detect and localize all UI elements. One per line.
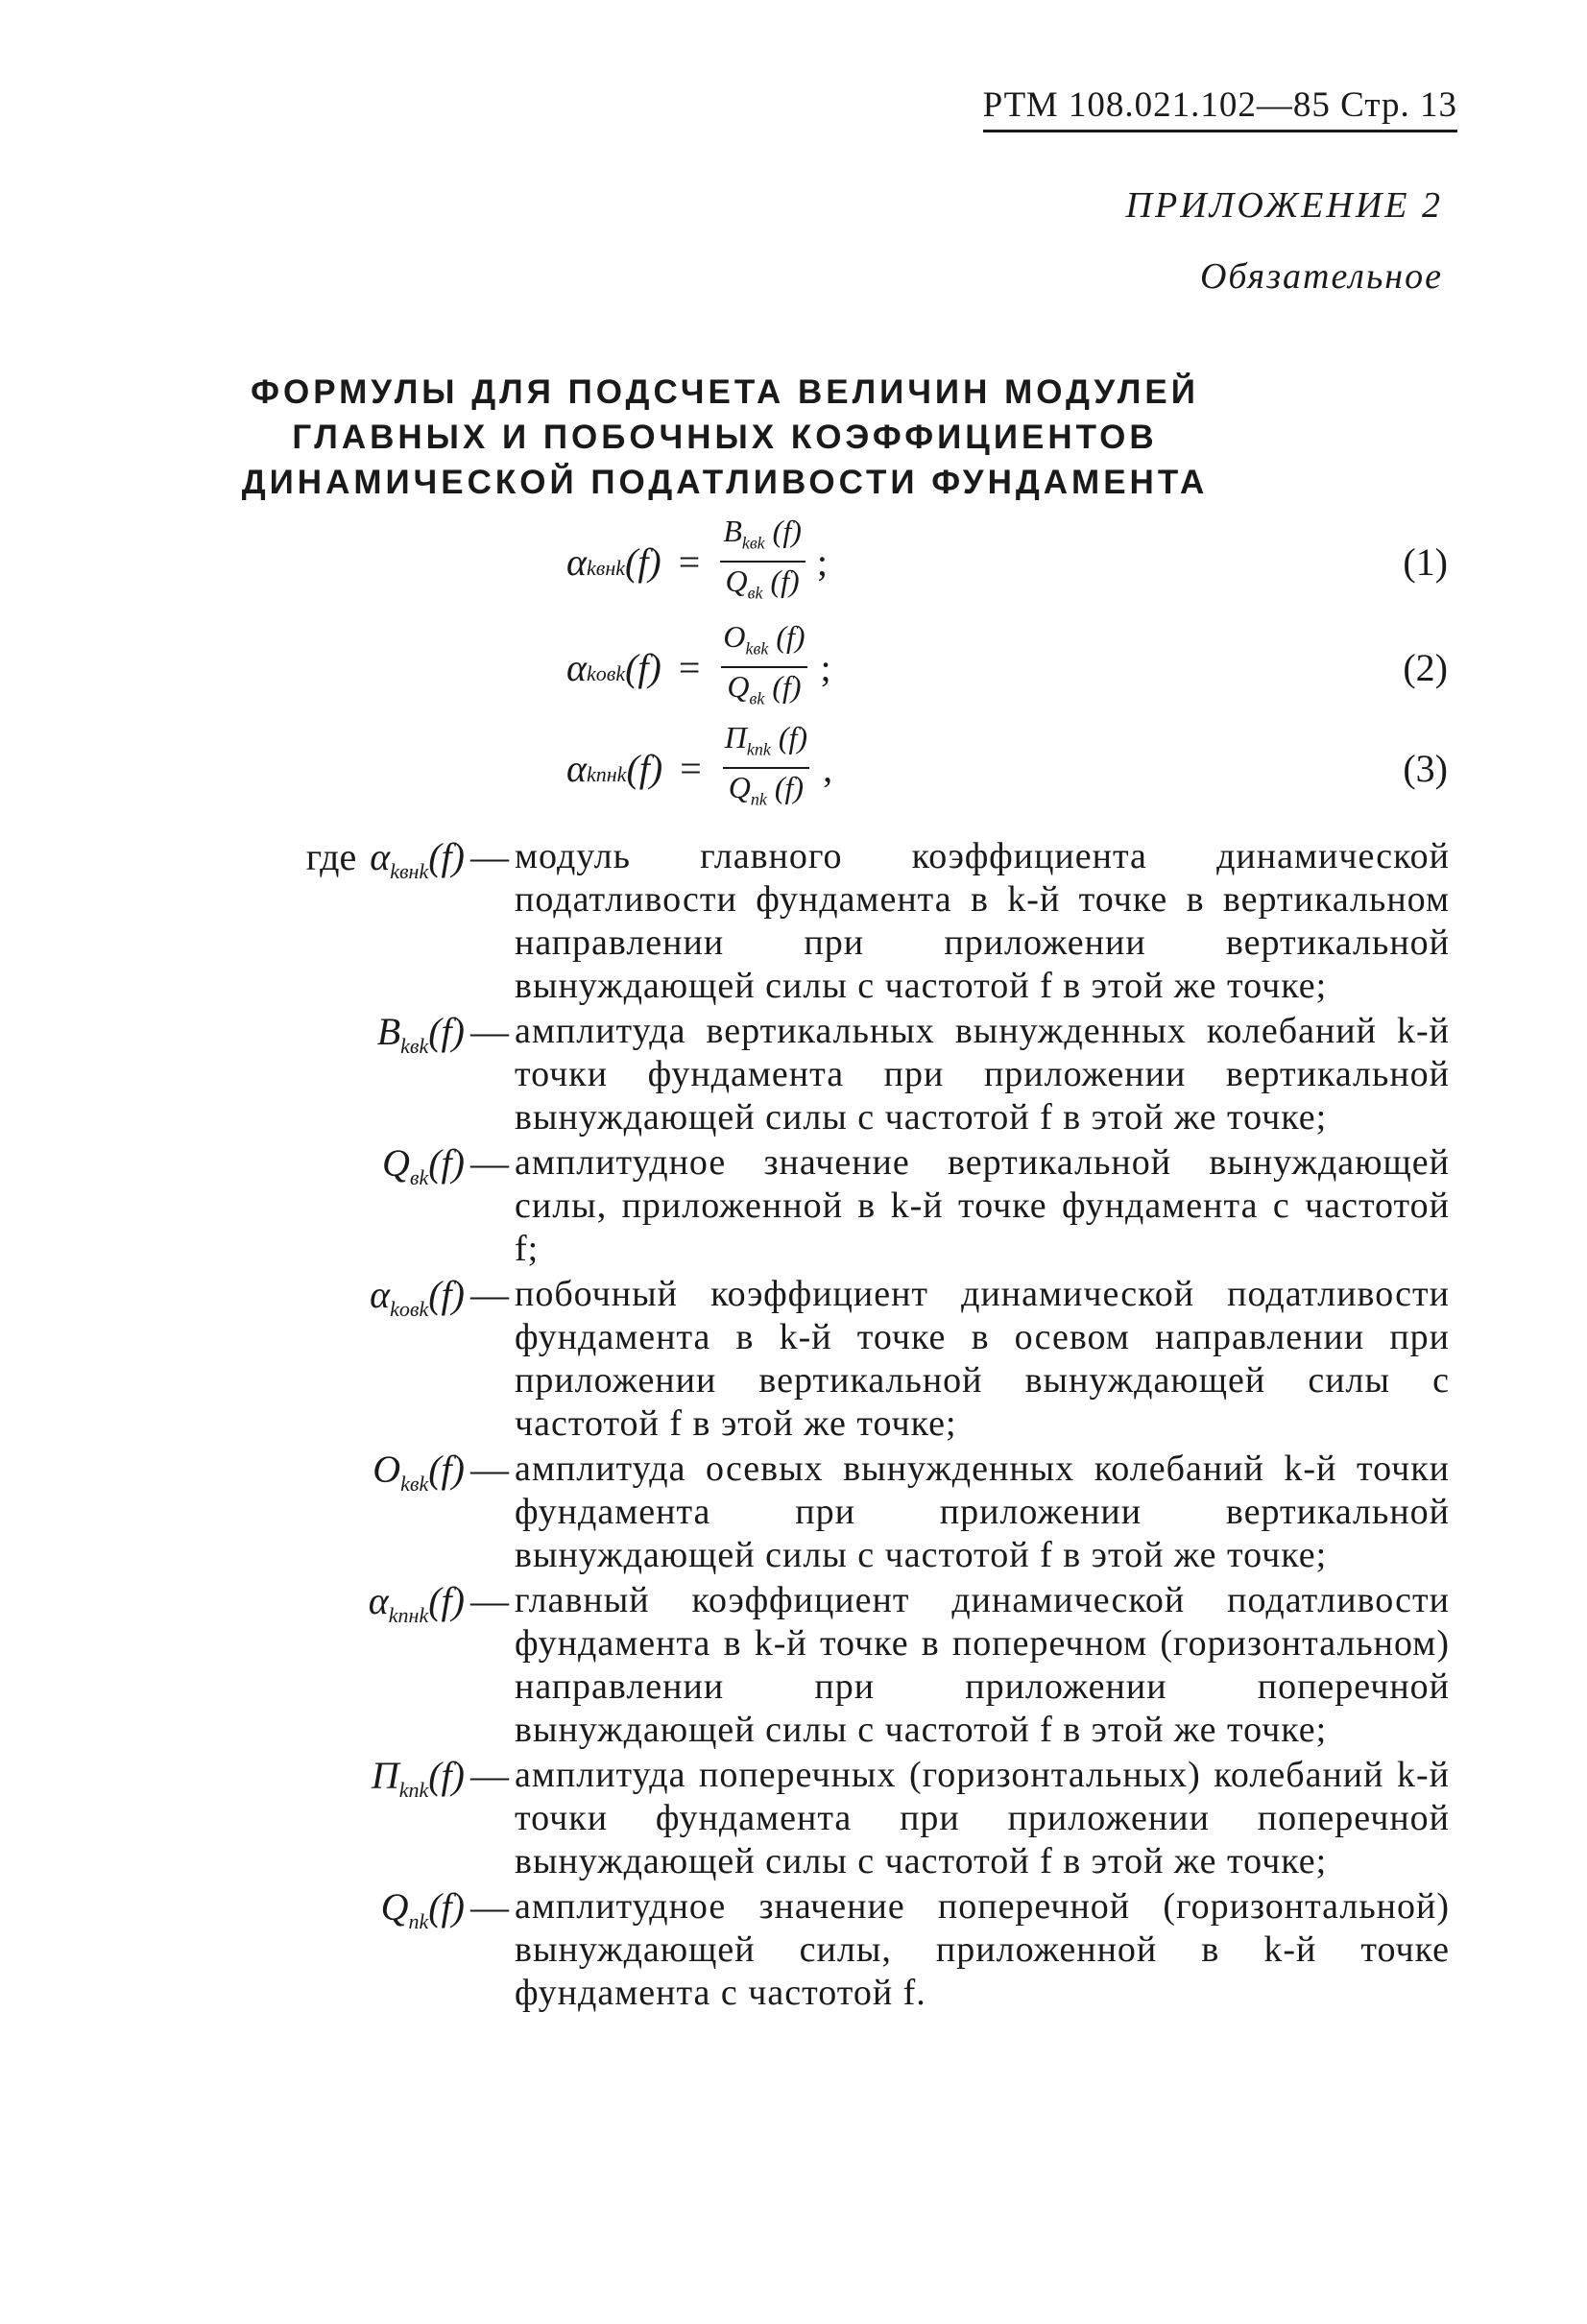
term-sub: kпнk (388, 1603, 429, 1627)
denominator-symbol: Q (725, 563, 748, 598)
definition-text: амплитуда осевых вынужденных колебаний k-й точки фундамента при приложении вертикальной вынуждающей силы с частотой f в этой же точке; (515, 1449, 1450, 1575)
numerator-arg: (f) (778, 719, 808, 755)
term-sub: kвk (400, 1034, 429, 1058)
definition-item (96, 1448, 1450, 1577)
definition-dash: — (470, 1273, 509, 1316)
title-line: ДИНАМИЧЕСКОЙ ПОДАТЛИВОСТИ ФУНДАМЕНТА (241, 464, 1209, 501)
definition-term (96, 1754, 470, 1811)
formula: α kвнk (f) = $\frac{B_{kвk} (f)}{Q_{вk} (f)}$ ; (566, 518, 828, 605)
numerator-arg: (f) (776, 618, 806, 654)
equation-number: (3) (1403, 747, 1448, 790)
formula-lhs-sub: kовk (587, 660, 626, 685)
appendix-label: ПРИЛОЖЕНИЕ 2 (1125, 185, 1443, 226)
definition-term (96, 1448, 470, 1505)
fraction (719, 719, 813, 818)
where-word: где (305, 835, 357, 878)
numerator-sub: kпk (746, 739, 771, 758)
formula-lhs-symbol: α (566, 539, 587, 584)
definition-dash: — (470, 1010, 509, 1053)
formula-lhs-arg: (f) (625, 539, 661, 584)
term-symbol: П (371, 1754, 399, 1797)
definition-item (96, 1010, 1450, 1139)
formula-lhs-symbol: α (566, 645, 587, 689)
numerator-symbol: П (724, 719, 747, 755)
denominator-symbol: Q (728, 770, 751, 804)
definition-text: главный коэффициент динамической податливости фундамента в k-й точке в поперечном (горизонтальном) направлении при приложении поперечной вынуждающей силы с частотой f в этой же точке; (515, 1580, 1450, 1750)
definition-item (96, 1273, 1450, 1446)
page-header: РТМ 108.021.102—85 Стр. 13 (983, 84, 1457, 132)
denominator-sub: пk (750, 789, 767, 809)
definitions-list (96, 835, 1450, 2017)
definition-text: амплитуда поперечных (горизонтальных) колебаний k-й точки фундамента при приложении поперечной вынуждающей силы с частотой f в этой же точке; (515, 1755, 1450, 1881)
formula-row-3 (0, 719, 1587, 811)
term-arg: (f) (428, 1754, 465, 1797)
term-sub: kвk (400, 1472, 429, 1496)
term-sub: kвнk (390, 859, 429, 883)
formula-row-1 (0, 513, 1587, 605)
formula-lhs-sub: kвнk (587, 555, 625, 580)
section-title (192, 370, 1258, 505)
appendix-status: Обязательное (1199, 256, 1443, 297)
term-sub: вk (409, 1165, 429, 1189)
term-arg: (f) (428, 1448, 465, 1491)
definition-dash: — (470, 1885, 509, 1929)
fraction (717, 513, 807, 611)
definition-text: амплитуда вертикальных вынужденных колебаний k-й точки фундамента при приложении вертикальной вынуждающей силы с частотой f в этой же точке; (515, 1011, 1450, 1138)
fraction (717, 618, 810, 717)
term-arg: (f) (428, 1885, 465, 1929)
formula-lhs-arg: (f) (625, 645, 661, 689)
numerator-sub: kвk (741, 533, 765, 552)
definition-dash: — (470, 1448, 509, 1491)
term-symbol: Q (382, 1141, 410, 1185)
formula-punct: ; (816, 539, 828, 584)
definition-dash: — (470, 1579, 509, 1622)
formula: α kовk (f) = $\frac{O_{kвk} (f)}{Q_{вk} (f)}$ ; (566, 624, 831, 710)
term-sub: пk (408, 1909, 429, 1933)
definition-term (96, 1885, 470, 1943)
term-symbol: α (370, 835, 391, 878)
definition-item (96, 1141, 1450, 1271)
term-symbol: α (368, 1579, 389, 1622)
formula-lhs-arg: (f) (626, 746, 663, 790)
definition-dash: — (470, 835, 509, 878)
term-arg: (f) (428, 835, 465, 878)
numerator-symbol: O (723, 618, 746, 654)
title-line: ГЛАВНЫХ И ПОБОЧНЫХ КОЭФФИЦИЕНТОВ (292, 419, 1158, 456)
numerator-symbol: B (723, 513, 742, 548)
term-arg: (f) (428, 1010, 465, 1053)
denominator-arg: (f) (772, 669, 802, 704)
definition-term (96, 1273, 470, 1330)
term-symbol: O (373, 1448, 401, 1491)
denominator-sub: вk (747, 583, 763, 603)
definition-text: амплитудное значение вертикальной вынуждающей силы, приложенной в k-й точке фундамента с частотой f; (515, 1142, 1450, 1269)
formula-lhs-symbol: α (566, 746, 587, 790)
definition-term (96, 1141, 470, 1199)
equation-number: (2) (1403, 646, 1448, 689)
numerator-sub: kвk (745, 638, 769, 658)
term-symbol: Q (380, 1885, 409, 1929)
term-symbol: B (376, 1010, 401, 1053)
definition-term (96, 1579, 470, 1637)
title-line: ФОРМУЛЫ ДЛЯ ПОДСЧЕТА ВЕЛИЧИН МОДУЛЕЙ (251, 373, 1199, 411)
denominator-sub: вk (749, 688, 765, 708)
definition-term (96, 835, 470, 893)
definition-text: побочный коэффициент динамической податливости фундамента в k-й точке в осевом направлении при приложении вертикальной вынуждающей силы с частотой f в этой же точке; (515, 1274, 1450, 1444)
term-sub: kпk (398, 1778, 429, 1802)
term-arg: (f) (428, 1141, 465, 1185)
definition-text: модуль главного коэффициента динамической податливости фундамента в k-й точке в вертикальном направлении при приложении вертикальной вынуждающей силы с частотой f в этой же точке; (515, 836, 1450, 1006)
term-sub: kовk (390, 1297, 429, 1321)
definition-item (96, 1885, 1450, 2015)
formula: α kпнk (f) = $\frac{П_{kпk} (f)}{Q_{пk} (f)}$ , (566, 725, 832, 811)
formula-row-2 (0, 618, 1587, 710)
definition-text: амплитудное значение поперечной (горизонтальной) вынуждающей силы, приложенной в k-й точке фундамента с частотой f. (515, 1886, 1450, 2013)
formula-punct: ; (820, 645, 831, 689)
numerator-arg: (f) (772, 513, 802, 548)
definition-item (96, 835, 1450, 1008)
denominator-arg: (f) (774, 770, 805, 804)
definition-dash: — (470, 1141, 509, 1185)
term-arg: (f) (428, 1273, 465, 1316)
term-arg: (f) (428, 1579, 465, 1622)
definition-item (96, 1754, 1450, 1883)
definition-term (96, 1010, 470, 1067)
denominator-arg: (f) (770, 563, 800, 598)
equation-number: (1) (1403, 540, 1448, 584)
formula-lhs-sub: kпнk (587, 761, 627, 786)
definition-dash: — (470, 1754, 509, 1797)
definition-item (96, 1579, 1450, 1752)
formula-punct: , (823, 746, 833, 790)
denominator-symbol: Q (727, 669, 750, 704)
term-symbol: α (370, 1273, 391, 1316)
